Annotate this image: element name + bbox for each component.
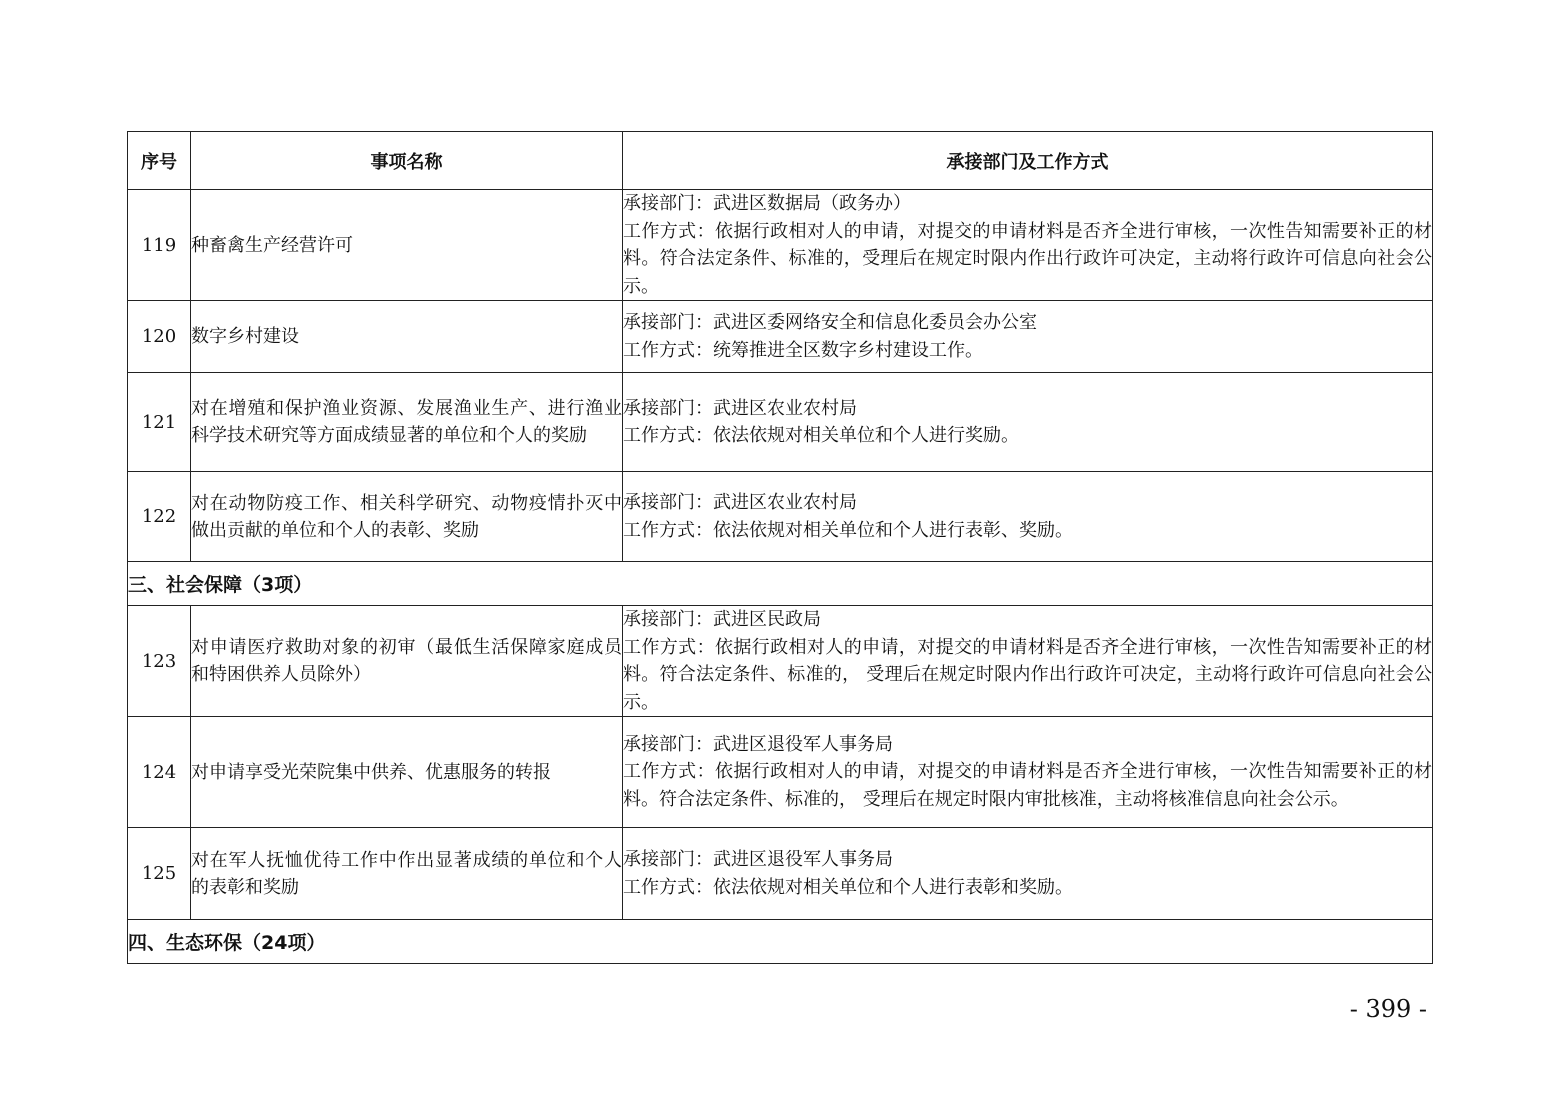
method-line: 工作方式：依据行政相对人的申请，对提交的申请材料是否齐全进行审核，一次性告知需要补正的材料。符合法定条件、标准的， 受理后在规定时限内作出行政许可决定，主动将行政许可信息向社会公示。 bbox=[623, 636, 1432, 713]
method-line: 工作方式：依法依规对相关单位和个人进行奖励。 bbox=[623, 425, 1019, 446]
dept-line: 承接部门：武进区农业农村局 bbox=[623, 492, 857, 513]
row-dept bbox=[623, 606, 1433, 717]
table-row bbox=[128, 717, 1433, 828]
header-no: 序号 bbox=[128, 132, 191, 190]
row-no: 121 bbox=[128, 373, 191, 472]
row-dept bbox=[623, 190, 1433, 301]
section-heading: 三、社会保障（3项） bbox=[128, 562, 1433, 606]
page-number: - 399 - bbox=[1349, 995, 1427, 1023]
row-no: 123 bbox=[128, 606, 191, 717]
row-dept bbox=[623, 373, 1433, 472]
section-heading: 四、生态环保（24项） bbox=[128, 920, 1433, 964]
table-row bbox=[128, 190, 1433, 301]
dept-line: 承接部门：武进区委网络安全和信息化委员会办公室 bbox=[623, 312, 1037, 333]
row-name: 对在动物防疫工作、相关科学研究、动物疫情扑灭中做出贡献的单位和个人的表彰、奖励 bbox=[191, 472, 623, 562]
row-dept bbox=[623, 472, 1433, 562]
row-name: 对在军人抚恤优待工作中作出显著成绩的单位和个人的表彰和奖励 bbox=[191, 828, 623, 920]
dept-line: 承接部门：武进区退役军人事务局 bbox=[623, 849, 893, 870]
method-line: 工作方式：依据行政相对人的申请，对提交的申请材料是否齐全进行审核，一次性告知需要补正的材料。符合法定条件、标准的，受理后在规定时限内作出行政许可决定，主动将行政许可信息向社会公示。 bbox=[623, 220, 1432, 297]
table-header-row bbox=[128, 132, 1433, 190]
items-table bbox=[127, 131, 1433, 964]
method-line: 工作方式：依法依规对相关单位和个人进行表彰和奖励。 bbox=[623, 876, 1073, 898]
row-no: 125 bbox=[128, 828, 191, 920]
row-dept bbox=[623, 717, 1433, 828]
dept-line: 承接部门：武进区农业农村局 bbox=[623, 397, 857, 419]
table-row bbox=[128, 606, 1433, 717]
method-line: 工作方式：依据行政相对人的申请，对提交的申请材料是否齐全进行审核，一次性告知需要补正的材料。符合法定条件、标准的， 受理后在规定时限内审批核准，主动将核准信息向社会公示。 bbox=[623, 761, 1432, 810]
dept-line: 承接部门：武进区退役军人事务局 bbox=[623, 733, 893, 755]
row-name: 对申请享受光荣院集中供养、优惠服务的转报 bbox=[191, 717, 623, 828]
header-name: 事项名称 bbox=[191, 132, 623, 190]
row-name: 数字乡村建设 bbox=[191, 301, 623, 373]
table-row bbox=[128, 472, 1433, 562]
row-dept bbox=[623, 828, 1433, 920]
row-name: 对申请医疗救助对象的初审（最低生活保障家庭成员和特困供养人员除外） bbox=[191, 606, 623, 717]
row-name: 对在增殖和保护渔业资源、发展渔业生产、进行渔业科学技术研究等方面成绩显著的单位和个人的奖励 bbox=[191, 373, 623, 472]
row-dept bbox=[623, 301, 1433, 373]
row-no: 124 bbox=[128, 717, 191, 828]
dept-line: 承接部门：武进区数据局（政务办） bbox=[623, 193, 911, 214]
dept-line: 承接部门：武进区民政局 bbox=[623, 609, 821, 630]
table-row bbox=[128, 373, 1433, 472]
row-no: 120 bbox=[128, 301, 191, 373]
row-name: 种畜禽生产经营许可 bbox=[191, 190, 623, 301]
table-row bbox=[128, 301, 1433, 373]
method-line: 工作方式：依法依规对相关单位和个人进行表彰、奖励。 bbox=[623, 519, 1073, 541]
table-row bbox=[128, 828, 1433, 920]
row-no: 119 bbox=[128, 190, 191, 301]
row-no: 122 bbox=[128, 472, 191, 562]
method-line: 工作方式：统筹推进全区数字乡村建设工作。 bbox=[623, 339, 983, 361]
header-dept: 承接部门及工作方式 bbox=[623, 132, 1433, 190]
section-row bbox=[128, 562, 1433, 606]
section-row bbox=[128, 920, 1433, 964]
